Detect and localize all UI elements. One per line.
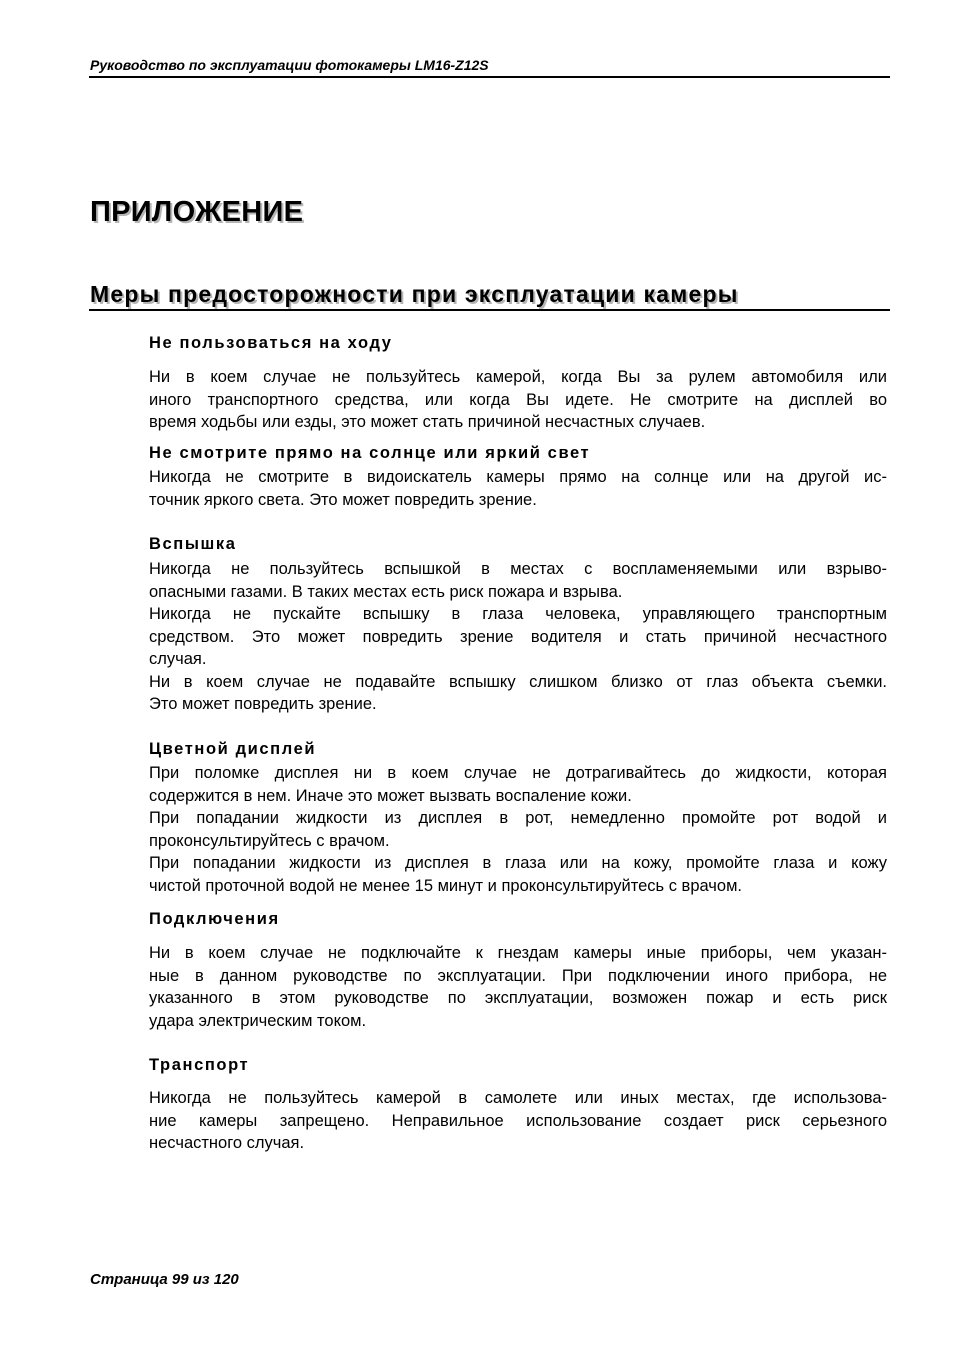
page-number: Страница 99 из 120 — [90, 1271, 239, 1288]
text-line: иного транспортного средства, или когда Вы идете. Не смотрите на дисплей во — [149, 390, 887, 409]
text-line: опасными газами. В таких местах есть риск пожара и взрыва. — [149, 582, 623, 601]
text-line: чистой проточной водой не менее 15 минут и проконсультируйтесь с врачом. — [149, 876, 743, 895]
paragraph-sun-warning — [149, 466, 887, 511]
subheading-sun-warning: Не смотрите прямо на солнце или яркий свет — [149, 444, 591, 462]
paragraph-connections — [149, 942, 887, 1032]
text-line: Ни в коем случае не подключайте к гнездам камеры иные приборы, чем указан- — [149, 944, 887, 962]
subheading-color-display: Цветной дисплей — [149, 740, 317, 758]
paragraph-transport — [149, 1087, 887, 1155]
section-title: Меры предосторожности при эксплуатации камеры — [90, 281, 739, 307]
text-line: средством. Это может повредить зрение водителя и стать причиной несчастного — [149, 627, 887, 646]
text-line: несчастного случая. — [149, 1134, 305, 1152]
header-rule — [89, 76, 890, 78]
text-line: содержится в нем. Иначе это может вызвать воспаление кожи. — [149, 786, 632, 805]
text-line: указанного в этом руководстве по эксплуатации, возможен пожар и есть риск — [149, 989, 887, 1007]
subheading-no-use-while-moving: Не пользоваться на ходу — [149, 334, 393, 352]
text-line: точник яркого света. Это может повредить зрение. — [149, 490, 537, 509]
appendix-title: ПРИЛОЖЕНИЕ — [90, 196, 304, 228]
paragraph-flash — [149, 558, 887, 716]
paragraph-color-display — [149, 762, 887, 897]
text-line: При попадании жидкости из дисплея в глаза или на кожу, промойте глаза и кожу — [149, 854, 887, 872]
subheading-transport: Транспорт — [149, 1056, 250, 1074]
text-line: Никогда не пускайте вспышку в глаза человека, управляющего транспортным — [149, 605, 887, 623]
text-line: ние камеры запрещено. Неправильное использование создает риск серьезного — [149, 1111, 887, 1130]
text-line: Никогда не пользуйтесь вспышкой в местах с воспламеняемыми или взрыво- — [149, 560, 887, 578]
text-line: время ходьбы или езды, это может стать причиной несчастных случаев. — [149, 413, 706, 431]
text-line: При поломке дисплея ни в коем случае не дотрагивайтесь до жидкости, которая — [149, 764, 887, 782]
running-header-title: Руководство по эксплуатации фотокамеры LM16-Z12S — [90, 57, 489, 73]
text-line: Никогда не смотрите в видоискатель камеры прямо на солнце или на другой ис- — [149, 468, 887, 486]
section-rule — [89, 309, 890, 311]
text-line: проконсультируйтесь с врачом. — [149, 831, 390, 850]
paragraph-no-use-while-moving — [149, 366, 887, 434]
text-line: При попадании жидкости из дисплея в рот, немедленно промойте рот водой и — [149, 809, 887, 827]
text-line: удара электрическим током. — [149, 1011, 367, 1030]
text-line: Ни в коем случае не пользуйтесь камерой, когда Вы за рулем автомобиля или — [149, 368, 887, 386]
text-line: Ни в коем случае не подавайте вспышку слишком близко от глаз объекта съемки. — [149, 672, 887, 691]
text-line: случая. — [149, 650, 207, 668]
subheading-flash: Вспышка — [149, 535, 237, 553]
subheading-connections: Подключения — [149, 910, 280, 928]
text-line: ные в данном руководстве по эксплуатации. При подключении иного прибора, не — [149, 966, 887, 985]
text-line: Это может повредить зрение. — [149, 695, 377, 713]
text-line: Никогда не пользуйтесь камерой в самолете или иных местах, где использова- — [149, 1089, 887, 1107]
